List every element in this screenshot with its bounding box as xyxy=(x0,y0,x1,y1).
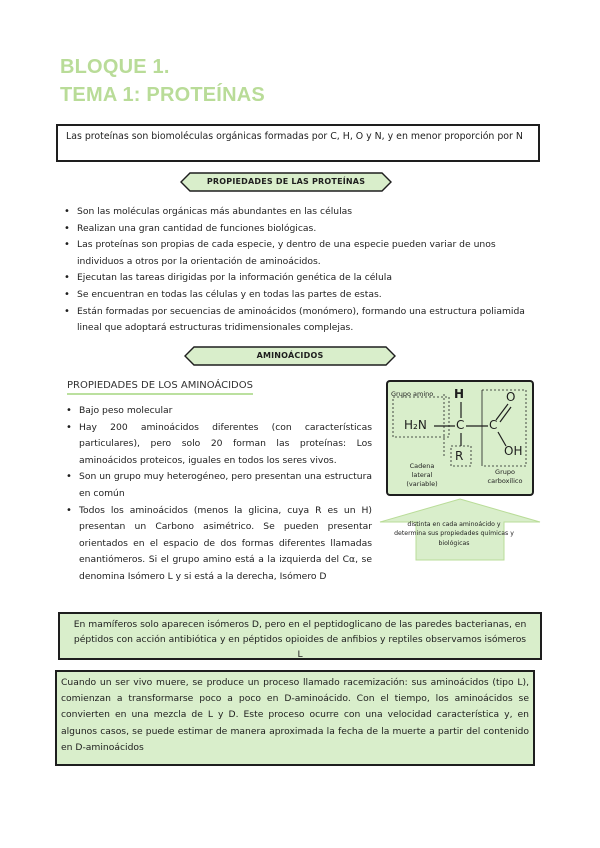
r-group: R xyxy=(455,449,464,463)
intro-box: Las proteínas son biomoléculas orgánicas formadas por C, H, O y N, y en menor proporción por N xyxy=(56,124,540,162)
list-item: • Ejecutan las tareas dirigidas por la información genética de la célula xyxy=(64,270,540,287)
hydroxyl-group: OH xyxy=(504,444,523,458)
side-chain-label: Cadena lateral (variable) xyxy=(406,462,438,488)
oxygen-atom: O xyxy=(506,390,516,404)
amino-acids-title: AMINOÁCIDOS xyxy=(256,351,324,360)
amino-acids-subtitle: PROPIEDADES DE LOS AMINOÁCIDOS xyxy=(67,379,253,395)
amino-acid-structure-diagram xyxy=(386,380,534,496)
hydrogen-top: H xyxy=(454,387,465,401)
list-item: • Las proteínas son propias de cada especie, y dentro de una especie pueden variar de unos individuos a otros por la orientación de aminoácidos. xyxy=(64,237,540,270)
amino-group-label: Grupo amino xyxy=(391,390,434,398)
list-item: • Realizan una gran cantidad de funciones biológicas. xyxy=(64,221,540,238)
list-item: • Están formadas por secuencias de aminoácidos (monómero), formando una estructura poliamida lineal que adoptará estructuras tridimensionales complejas. xyxy=(64,304,540,337)
proteins-properties-title: PROPIEDADES DE LAS PROTEÍNAS xyxy=(206,177,366,186)
r-group-explanation: distinta en cada aminoácido y determina sus propiedades químicas y biológicas xyxy=(394,521,514,547)
proteins-properties-list xyxy=(64,204,540,337)
list-item: • Se encuentran en todas las células y en todas las partes de estas. xyxy=(64,287,540,304)
isomer-note-box: En mamíferos solo aparecen isómeros D, pero en el peptidoglicano de las paredes bacterianas, en péptidos con acción antibiótica y en péptidos opioides de anfibios y reptiles observamos isómeros L xyxy=(58,612,542,660)
list-item: • Hay 200 aminoácidos diferentes (con características particulares), pero solo 20 forman las proteínas: Los aminoácidos proteicos, iguales en todos los seres vivos. xyxy=(66,420,372,470)
amine-group: H₂N xyxy=(404,418,427,432)
carboxyl-group-label: Grupo carboxílico xyxy=(487,468,523,485)
block-heading: BLOQUE 1. xyxy=(60,56,170,78)
topic-heading: TEMA 1: PROTEÍNAS xyxy=(60,84,265,106)
amino-acids-properties-list xyxy=(66,403,372,586)
list-item: • Son un grupo muy heterogéneo, pero presentan una estructura en común xyxy=(66,469,372,502)
carboxyl-carbon: C xyxy=(489,418,498,432)
list-item: • Todos los aminoácidos (menos la glicina, cuya R es un H) presentan un Carbono asimétrico. Se pueden presentar orientados en el espacio de dos formas diferentes llamadas enantiómeros. Si el grupo amino está a la izquierda del Cα, se denomina Isómero L y si está a la derecha, Isómero D xyxy=(66,503,372,586)
list-item: • Bajo peso molecular xyxy=(66,403,372,420)
racemization-paragraph: Cuando un ser vivo muere, se produce un proceso llamado racemización: sus aminoácidos (tipo L), comienzan a transformarse poco a poco en D-aminoácido. Con el tiempo, los aminoácidos se convierten en una mezcla de L y D. Este proceso ocurre con una velocidad característica y, en algunos casos, se puede estimar de manera aproximada la fecha de la muerte a partir del contenido en D-aminoácidos xyxy=(55,670,535,766)
proteins-properties-banner xyxy=(180,172,392,192)
amino-acids-banner xyxy=(184,346,396,366)
list-item: • Son las moléculas orgánicas más abundantes en las células xyxy=(64,204,540,221)
alpha-carbon: C xyxy=(456,418,465,432)
